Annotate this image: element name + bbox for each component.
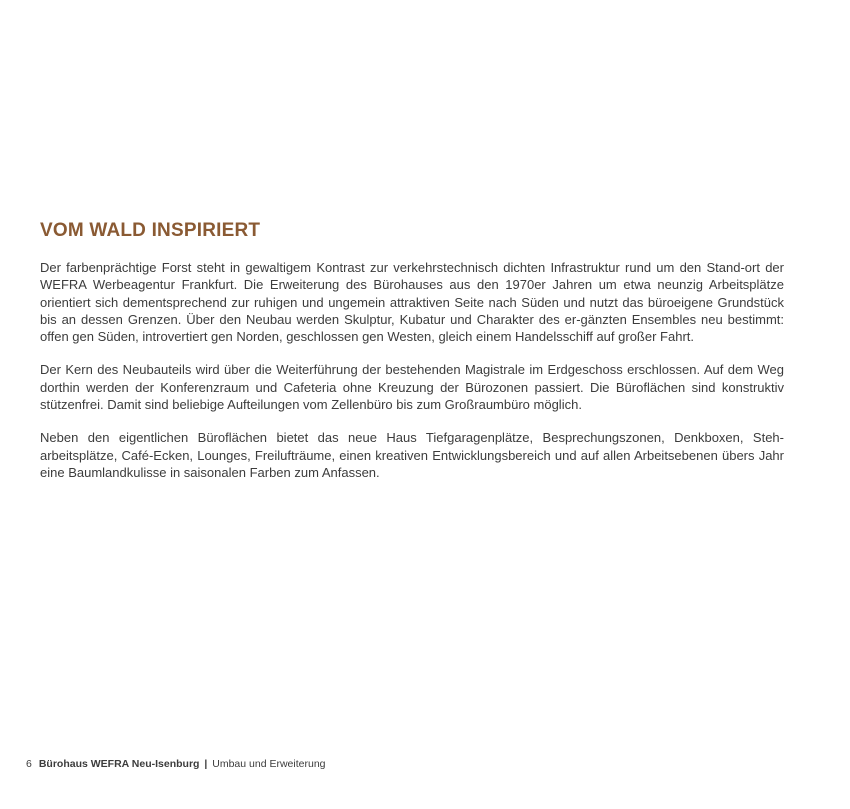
footer-subtitle: Umbau und Erweiterung <box>212 758 326 770</box>
section-heading: VOM WALD INSPIRIERT <box>40 220 261 241</box>
footer-title: Bürohaus WEFRA Neu-Isenburg <box>38 758 200 770</box>
paragraph-2: Der Kern des Neubauteils wird über die Weiterführung der bestehenden Magistrale im Erdgeschoss erschlossen. Auf dem Weg dorthin werden der Konferenzraum und Cafeteria ohne Kreuzung der Bürozonen passiert. Die Büroflächen sind konstruktiv stützenfrei. Damit sind beliebige Aufteilungen vom Zellenbüro bis zum Großraumbüro möglich. <box>40 362 784 413</box>
body-text <box>40 259 784 497</box>
paragraph-1: Der farbenprächtige Forst steht in gewaltigem Kontrast zur verkehrstechnisch dichten Infrastruktur rund um den Stand-ort der WEFRA Werbeagentur Frankfurt. Die Erweiterung des Bürohauses aus den 1970er Jahren um etwa neunzig Arbeitsplätze orientiert sich dementsprechend zur ruhigen und ungemein attraktiven Seite nach Süden und nutzt das büroeigene Grundstück bis an dessen Grenzen. Über den Neubau werden Skulptur, Kubatur und Charakter des er-gänzten Ensembles neu bestimmt: offen gen Süden, introvertiert gen Norden, geschlossen gen Westen, gleich einem Handelsschiff auf großer Fahrt. <box>40 260 784 345</box>
page-footer <box>26 758 326 770</box>
page-number: 6 <box>26 758 32 770</box>
paragraph-3: Neben den eigentlichen Büroflächen bietet das neue Haus Tiefgaragenplätze, Besprechungszonen, Denkboxen, Steh-arbeitsplätze, Café-Ecken, Lounges, Freilufträume, einen kreativen Entwicklungsbereich und auf allen Arbeitsebenen übers Jahr eine Baumlandkulisse in saisonalen Farben zum Anfassen. <box>40 430 784 480</box>
footer-separator: | <box>204 758 208 770</box>
